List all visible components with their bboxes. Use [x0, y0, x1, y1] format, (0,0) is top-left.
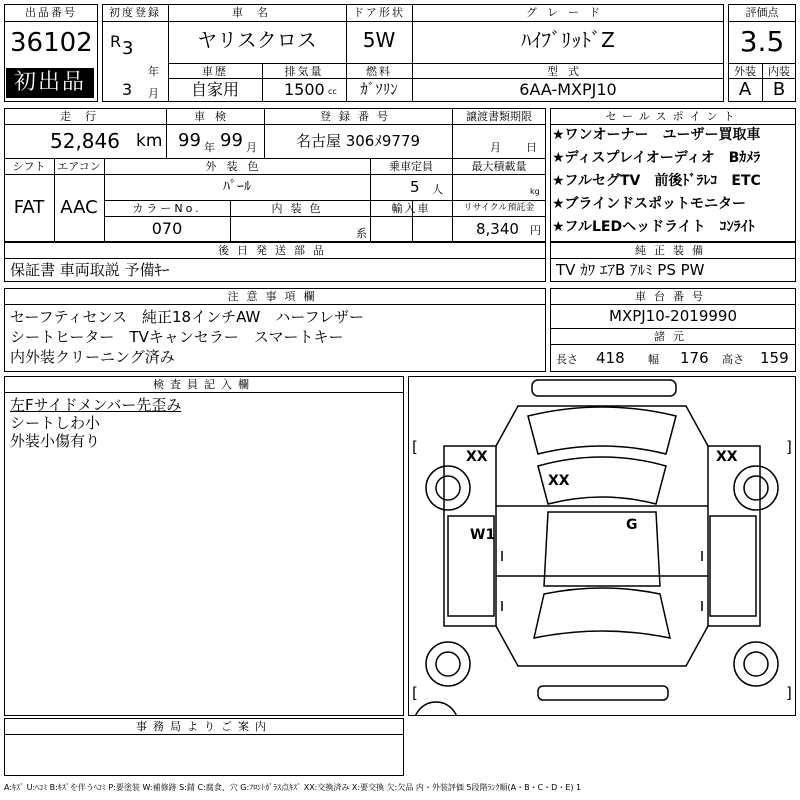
roof: [544, 512, 660, 586]
notes-line-1: セーフティセンス 純正18インチAW ハーフレザー: [10, 308, 365, 326]
notes-label: 注意事項欄: [227, 290, 323, 303]
recycle-unit: 円: [530, 224, 541, 237]
transfer-month-unit: 月: [490, 141, 501, 154]
capacity: 5: [410, 178, 420, 196]
recycle-fee: 8,340: [476, 220, 519, 238]
chassis-label: 車台番号: [635, 290, 711, 303]
displacement: 1500: [284, 80, 325, 99]
inspection-month: 99: [220, 130, 243, 151]
recycle-label: リサイクル預託金: [463, 203, 535, 213]
damage-mark-glass: G: [626, 517, 638, 533]
mileage: 52,846: [50, 129, 120, 153]
width: 176: [680, 349, 709, 367]
lot-number-label: 出品番号: [25, 6, 77, 19]
reg-month: 3: [122, 80, 133, 99]
score: 3.5: [739, 25, 785, 58]
width-label: 幅: [648, 353, 659, 366]
mileage-label: 走行: [60, 110, 110, 123]
plate-number: 名古屋 306ﾒ9779: [295, 132, 421, 150]
fuel: ｶﾞｿﾘﾝ: [360, 80, 398, 98]
inspector-line-1: 左Fサイドメンバー先歪み: [10, 396, 182, 414]
selling-point-5: ★フルLEDヘッドライト ｺﾝﾗｲﾄ: [552, 219, 755, 235]
int-color-unit: 系: [356, 227, 367, 240]
right-doors: [710, 516, 756, 616]
ext-color-label: 外装色: [205, 160, 269, 173]
later-parts-label: 後日発送部品: [218, 244, 332, 257]
inspector-line-2: シートしわ小: [10, 414, 101, 432]
grade: ﾊｲﾌﾞﾘｯﾄﾞZ: [521, 28, 615, 52]
wheel-front-right: [734, 466, 778, 510]
displacement-unit: cc: [328, 87, 337, 96]
wheel-rear-left: [426, 642, 470, 686]
transfer-doc-label: 譲渡書類期限: [466, 110, 532, 123]
color-no-label: カラーNo.: [132, 202, 202, 215]
capacity-label: 乗車定員: [389, 160, 433, 173]
max-load-label: 最大積載量: [471, 160, 527, 173]
selling-point-1: ★ワンオーナー ユーザー買取車: [552, 127, 761, 143]
car-name-label: 車名: [232, 6, 282, 19]
fuel-label: 燃料: [366, 65, 392, 78]
height-label: 高さ: [722, 353, 744, 366]
selling-point-2: ★ディスプレイオーディオ Bｶﾒﾗ: [552, 150, 761, 166]
car-name: ヤリスクロス: [197, 28, 317, 52]
transfer-day-unit: 日: [526, 141, 537, 154]
inspection-year-unit: 年: [204, 141, 215, 154]
front-bumper: [532, 380, 676, 396]
plate-label: 登録番号: [320, 110, 396, 123]
selling-point-3: ★フルセグTV 前後ﾄﾞﾗﾚｺ ETC: [552, 173, 761, 189]
notes-line-2: シートヒーター TVキャンセラー スマートキー: [10, 328, 344, 346]
displacement-label: 排気量: [284, 65, 324, 78]
model-label: 型式: [547, 65, 589, 78]
history: 自家用: [190, 80, 239, 99]
ac: AAC: [60, 197, 98, 218]
spare-wheel: [414, 702, 458, 716]
lot-number: 36102: [10, 28, 93, 58]
year-unit: 年: [148, 65, 159, 78]
int-color-label: 内装色: [271, 202, 329, 215]
damage-mark-front-left: XX: [466, 449, 488, 465]
ext-grade-label: 外装: [734, 65, 756, 78]
first-reg-label: 初度登録: [109, 6, 161, 19]
selling-point-4: ★ブラインドスポットモニター: [552, 196, 746, 212]
first-listing-badge: 初出品: [6, 68, 94, 98]
later-parts-content: 保証書 車両取説 予備ｷｰ: [10, 261, 170, 279]
damage-mark-front-right: XX: [716, 449, 738, 465]
rear-bumper: [538, 686, 668, 700]
int-grade: B: [772, 79, 786, 100]
rear-glass: [534, 588, 670, 638]
damage-mark-hood: XX: [548, 473, 570, 489]
grade-label: グレード: [526, 6, 610, 19]
office-label: 事務局よりご案内: [136, 720, 272, 733]
inspector-label: 検査員記入欄: [153, 378, 255, 391]
diagram-bracket-left-bottom: [: [412, 684, 418, 702]
height: 159: [760, 349, 789, 367]
max-load-unit: kg: [530, 187, 540, 196]
length-label: 長さ: [556, 353, 578, 366]
damage-mark-left-door: W1: [470, 527, 496, 543]
wheel-rear-right: [734, 642, 778, 686]
color-no: 070: [151, 219, 183, 238]
model-code: 6AA-MXPJ10: [519, 80, 617, 99]
diagram-bracket-right-top: ]: [786, 438, 792, 456]
equipment-content: TV ｶﾜ ｴｱB ｱﾙﾐ PS PW: [556, 261, 705, 279]
length: 418: [596, 349, 625, 367]
int-grade-label: 内装: [768, 65, 790, 78]
ext-color: ﾊﾟｰﾙ: [223, 179, 251, 195]
notes-line-3: 内外装クリーニング済み: [10, 348, 175, 366]
mileage-unit: km: [136, 131, 163, 151]
legend: A:ｷｽﾞ U:ﾍｺﾐ B:ｷｽﾞを伴うﾍｺﾐ P:要塗装 W:補修跡 S:錆 C:腐食、穴 G:ﾌﾛﾝﾄｶﾞﾗｽ点ｷｽﾞ XX:交換済み X:要交換 欠:欠品 内・外装評価 5段階ﾗﾝｸ順(A・B・C・D・E) 1: [4, 783, 582, 792]
door-label: ドア形状: [353, 6, 405, 19]
inspector-line-3: 外装小傷有り: [10, 432, 101, 450]
hood: [528, 407, 676, 454]
wheel-front-left: [426, 466, 470, 510]
inspection-year: 99: [178, 130, 201, 151]
shift: FAT: [13, 197, 45, 218]
month-unit: 月: [148, 87, 159, 100]
ext-grade: A: [738, 79, 752, 100]
capacity-unit: 人: [432, 183, 443, 196]
ac-label: エアコン: [57, 160, 101, 173]
era-mark: R: [110, 32, 122, 51]
chassis-number: MXPJ10-2019990: [609, 307, 737, 325]
score-label: 評価点: [745, 6, 779, 19]
selling-points-label: セールスポイント: [605, 110, 741, 123]
door-type: 5W: [362, 28, 396, 52]
inspection-label: 車検: [194, 110, 236, 123]
history-label: 車歴: [202, 65, 228, 78]
shift-label: シフト: [12, 160, 46, 173]
dimensions-label: 諸元: [654, 330, 692, 343]
diagram-bracket-left-top: [: [412, 438, 418, 456]
inspection-month-unit: 月: [246, 141, 257, 154]
equipment-label: 純正装備: [635, 244, 711, 257]
car-diagram: [408, 376, 796, 716]
import-label: 輸入車: [391, 202, 431, 215]
reg-year: 3: [122, 38, 134, 59]
diagram-bracket-right-bottom: ]: [786, 684, 792, 702]
